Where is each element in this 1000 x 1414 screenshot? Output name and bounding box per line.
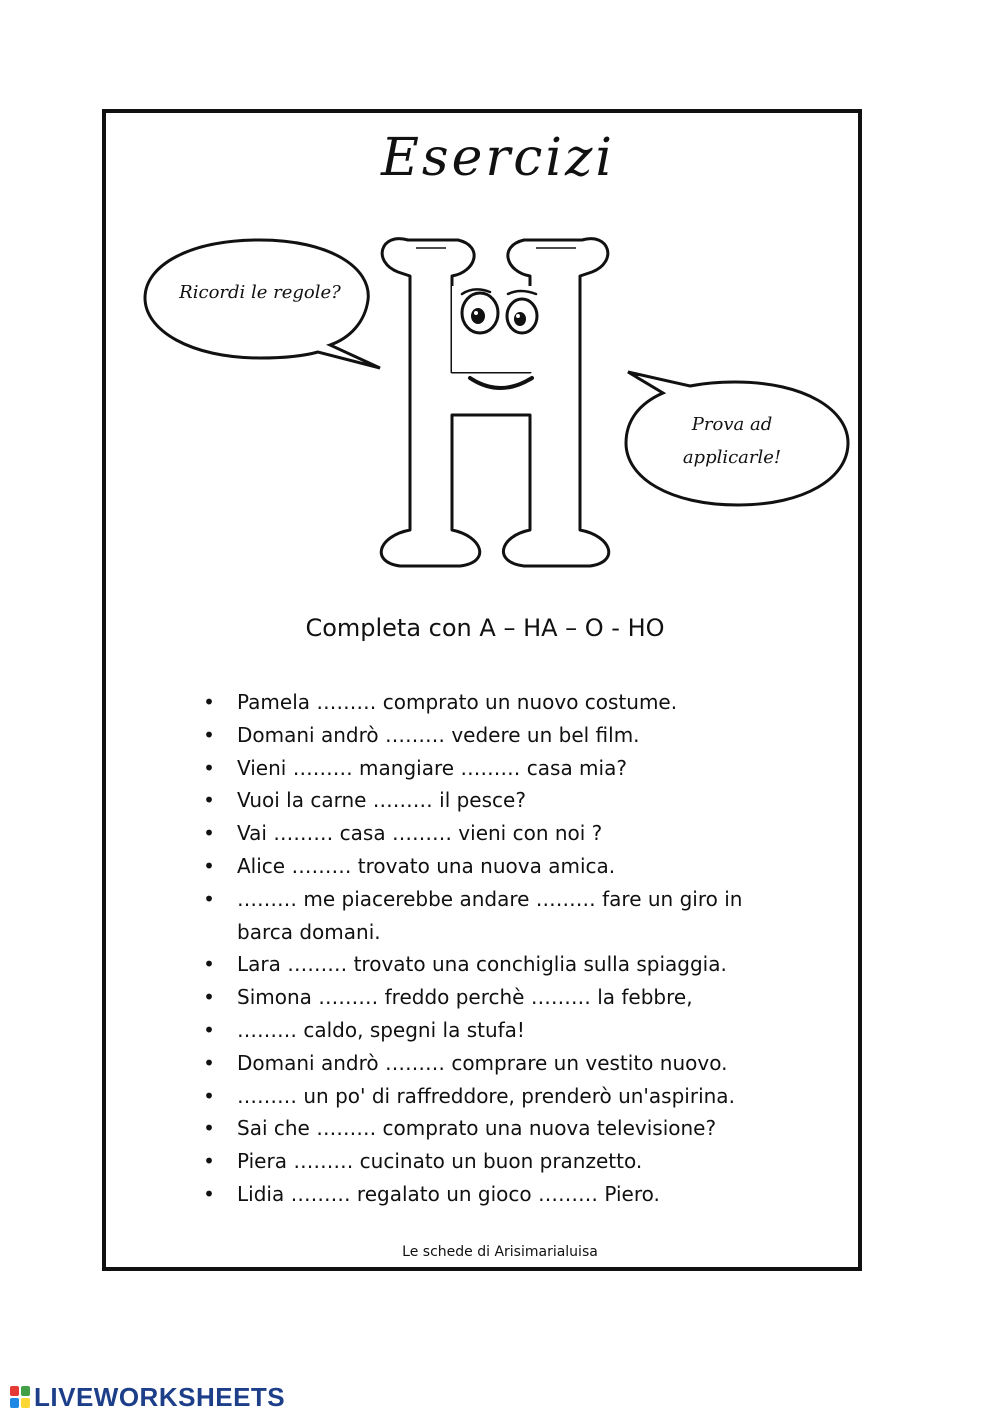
exercise-text: ……… un po' di raffreddore, prenderò un'aspirina. — [237, 1083, 735, 1108]
bullet: • — [203, 1017, 215, 1042]
bullet: • — [203, 1116, 215, 1141]
exercise-item — [203, 752, 803, 785]
exercise-instruction: Completa con A – HA – O - HO — [305, 614, 665, 642]
exercise-item — [203, 1178, 803, 1211]
bullet: • — [203, 1050, 215, 1075]
exercise-text: Alice ……… trovato una nuova amica. — [237, 853, 616, 878]
bubble-right-line-1: Prova ad — [691, 414, 773, 435]
exercise-text: Vai ……… casa ……… vieni con noi ? — [237, 821, 603, 846]
worksheet-credit: Le schede di Arisimarialuisa — [402, 1244, 598, 1260]
exercise-item — [203, 948, 803, 981]
exercise-text: Pamela ……… comprato un nuovo costume. — [237, 690, 678, 714]
exercise-text: Vieni ……… mangiare ……… casa mia? — [237, 755, 627, 780]
bullet: • — [203, 722, 215, 747]
exercise-text: Simona ……… freddo perchè ……… la febbre, — [237, 985, 693, 1010]
exercise-text: ……… caldo, spegni la stufa! — [237, 1017, 525, 1042]
exercise-item — [203, 686, 803, 719]
exercise-item — [203, 981, 803, 1014]
letter-h-illustration — [0, 0, 1000, 640]
exercise-item — [203, 1014, 803, 1047]
exercise-item — [203, 1080, 803, 1113]
exercise-item — [203, 883, 803, 949]
bullet: • — [203, 985, 215, 1010]
exercise-text: Domani andrò ……… comprare un vestito nuovo. — [237, 1050, 728, 1075]
exercise-item — [203, 719, 803, 752]
liveworksheets-logo[interactable] — [10, 1380, 285, 1414]
bubble-right-line-2: applicarle! — [682, 447, 782, 468]
exercise-text: ……… me piacerebbe andare ……… fare un giro in barca domani. — [237, 886, 743, 944]
bubble-left-text: Ricordi le regole? — [179, 282, 341, 303]
exercise-item — [203, 1112, 803, 1145]
logo-square-2 — [21, 1386, 30, 1396]
exercise-text: Domani andrò ……… vedere un bel film. — [237, 722, 640, 747]
logo-square-3 — [10, 1398, 19, 1408]
exercise-list — [203, 686, 803, 1211]
exercise-item — [203, 850, 803, 883]
bullet: • — [203, 788, 215, 813]
exercise-text: Vuoi la carne ……… il pesce? — [237, 788, 526, 813]
liveworksheets-logo-icon — [10, 1386, 30, 1408]
logo-square-1 — [10, 1386, 19, 1396]
exercise-item — [203, 784, 803, 817]
worksheet-title: Esercizi — [380, 128, 616, 188]
bullet: • — [203, 886, 215, 911]
exercise-item — [203, 1047, 803, 1080]
bullet: • — [203, 853, 215, 878]
bullet: • — [203, 755, 215, 780]
bullet: • — [203, 821, 215, 846]
liveworksheets-logo-text: LIVEWORKSHEETS — [34, 1381, 286, 1412]
bubble-right-text — [632, 408, 832, 474]
exercise-item — [203, 817, 803, 850]
logo-square-4 — [21, 1398, 30, 1408]
exercise-text: Lidia ……… regalato un gioco ……… Piero. — [237, 1181, 660, 1206]
exercise-item — [203, 1145, 803, 1178]
bullet: • — [203, 1181, 215, 1206]
bullet: • — [203, 952, 215, 977]
bullet: • — [203, 1083, 215, 1108]
exercise-text: Lara ……… trovato una conchiglia sulla spiaggia. — [237, 952, 727, 977]
bullet: • — [203, 690, 215, 714]
exercise-text: Piera ……… cucinato un buon pranzetto. — [237, 1149, 643, 1174]
exercise-text: Sai che ……… comprato una nuova televisione? — [237, 1116, 717, 1141]
bullet: • — [203, 1149, 215, 1174]
